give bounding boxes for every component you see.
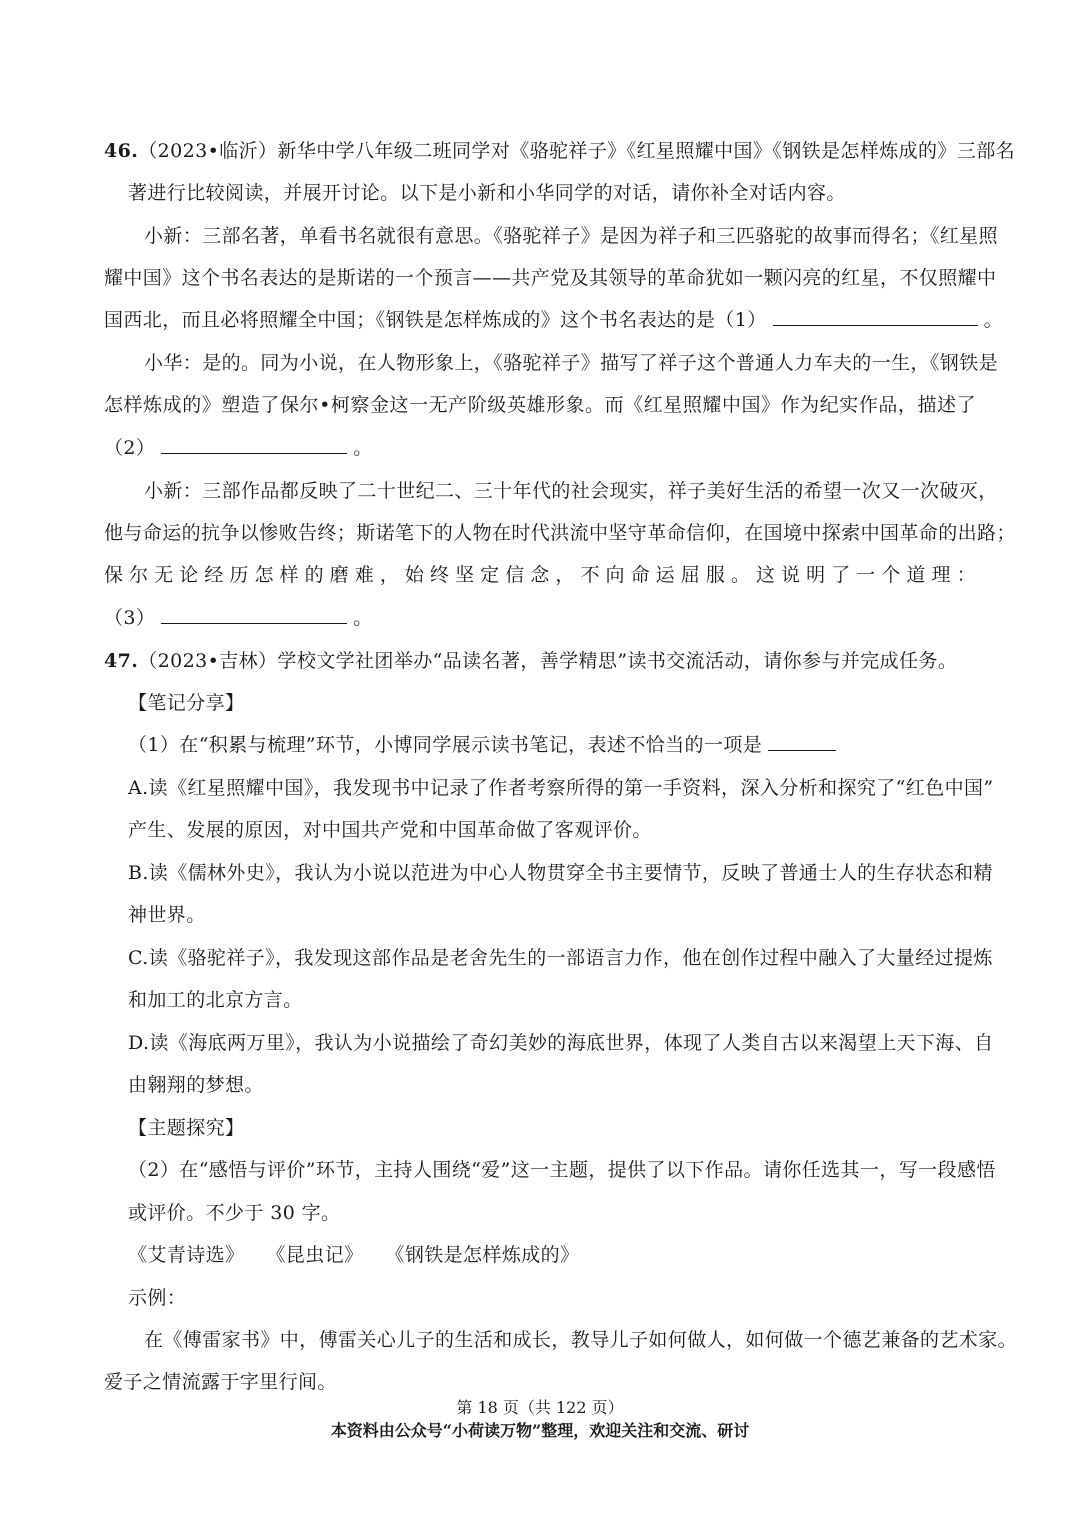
q46-p2-line3	[104, 433, 373, 463]
answer-blank-2[interactable]	[161, 433, 347, 454]
work-item: 《艾青诗选》	[128, 1244, 245, 1266]
answer-blank-1[interactable]	[773, 305, 978, 326]
q47-number: 47.	[104, 650, 139, 672]
q46-line2: 著进行比较阅读，并展开讨论。以下是小新和小华同学的对话，请你补全对话内容。	[128, 182, 846, 204]
option-a-line1: A.读《红星照耀中国》，我发现书中记录了作者考察所得的第一手资料，深入分析和探究了“红色中国”	[128, 777, 994, 799]
q46-p3-line2: 他与命运的抗争以惨败告终；斯诺笔下的人物在时代洪流中坚守革命信仰，在国境中探索中国革命的出路；	[104, 522, 1016, 544]
option-a-line2: 产生、发展的原因，对中国共产党和中国革命做了客观评价。	[128, 819, 652, 841]
option-b-line1: B.读《儒林外史》，我认为小说以范进为中心人物贯穿全书主要情节，反映了普通士人的生存状态和精	[128, 862, 993, 884]
work-item: 《昆虫记》	[266, 1244, 364, 1266]
q47-section-theme: 【主题探究】	[128, 1117, 245, 1139]
q47-line1	[104, 646, 957, 676]
q47-sub1-text: （1）在“积累与梳理”环节，小博同学展示读书笔记，表述不恰当的一项是	[128, 734, 763, 756]
q46-line1	[104, 136, 1015, 166]
q46-p1-line2: 耀中国》这个书名表达的是斯诺的一个预言——共产党及其领导的革命犹如一颗闪亮的红星，不仅照耀中	[104, 267, 997, 289]
q46-p1-line1: 小新：三部名著，单看书名就很有意思。《骆驼祥子》是因为祥子和三匹骆驼的故事而得名；《红星照	[144, 225, 999, 247]
q46-p3-line1: 小新：三部作品都反映了二十世纪二、三十年代的社会现实，祥子美好生活的希望一次又一次破灭，	[144, 480, 998, 502]
q46-p3-label: （3）	[104, 607, 156, 629]
option-b-line2: 神世界。	[128, 904, 206, 926]
q46-period-2: 。	[353, 437, 373, 459]
q47-sub2-line2: 或评价。不少于 30 字。	[128, 1202, 341, 1224]
work-item: 《钢铁是怎样炼成的》	[385, 1244, 580, 1266]
answer-blank-3[interactable]	[161, 603, 347, 624]
option-d-line2: 由翱翔的梦想。	[128, 1074, 264, 1096]
option-c-line2: 和加工的北京方言。	[128, 989, 303, 1011]
works-list	[128, 1240, 579, 1270]
option-c-line1: C.读《骆驼祥子》，我发现这部作品是老舍先生的一部语言力作，他在创作过程中融入了大量经过提炼	[128, 947, 993, 969]
q47-sub1	[128, 730, 842, 760]
q46-number: 46.	[104, 140, 139, 162]
q47-intro: （2023•吉林）学校文学社团举办“品读名著，善学精思”读书交流活动，请你参与并完成任务。	[138, 650, 958, 672]
option-d-line1: D.读《海底两万里》，我认为小说描绘了奇幻美妙的海底世界，体现了人类自古以来渴望上天下海、自	[128, 1032, 994, 1054]
example-label: 示例：	[128, 1287, 187, 1309]
q46-p3-line4	[104, 603, 373, 633]
q46-p2-line2: 怎样炼成的》塑造了保尔•柯察金这一无产阶级英雄形象。而《红星照耀中国》作为纪实作品，描述了	[104, 394, 976, 416]
example-line2: 爱子之情流露于字里行间。	[104, 1371, 337, 1393]
q46-period-1: 。	[983, 309, 1003, 331]
q47-sub2-line1: （2）在“感悟与评价”环节，主持人围绕“爱”这一主题，提供了以下作品。请你任选其一，写一段感悟	[128, 1159, 996, 1181]
q46-period-3: 。	[353, 607, 373, 629]
q46-intro-1: （2023•临沂）新华中学八年级二班同学对《骆驼祥子》《红星照耀中国》《钢铁是怎样炼成的》三部名	[138, 140, 1016, 162]
answer-blank-choice[interactable]	[768, 730, 836, 751]
q46-p2-label: （2）	[104, 437, 156, 459]
q46-p3-line3: 保尔无论经历怎样的磨难，始终坚定信念，不向命运屈服。这说明了一个道理：	[104, 564, 976, 586]
q46-p1-text: 国西北，而且必将照耀全中国；《钢铁是怎样炼成的》这个书名表达的是（1）	[104, 309, 767, 331]
q47-section-notes: 【笔记分享】	[128, 692, 245, 714]
q46-p2-line1: 小华：是的。同为小说，在人物形象上，《骆驼祥子》描写了祥子这个普通人力车夫的一生，《钢铁是	[144, 352, 999, 374]
page-number: 第 18 页（共 122 页）	[456, 1398, 624, 1417]
q46-p1-line3	[104, 305, 1003, 335]
footer-notice: 本资料由公众号“小荷读万物”整理，欢迎关注和交流、研讨	[330, 1421, 750, 1440]
example-line1: 在《傅雷家书》中，傅雷关心儿子的生活和成长，教导儿子如何做人，如何做一个德艺兼备的艺术家。	[144, 1329, 1018, 1351]
